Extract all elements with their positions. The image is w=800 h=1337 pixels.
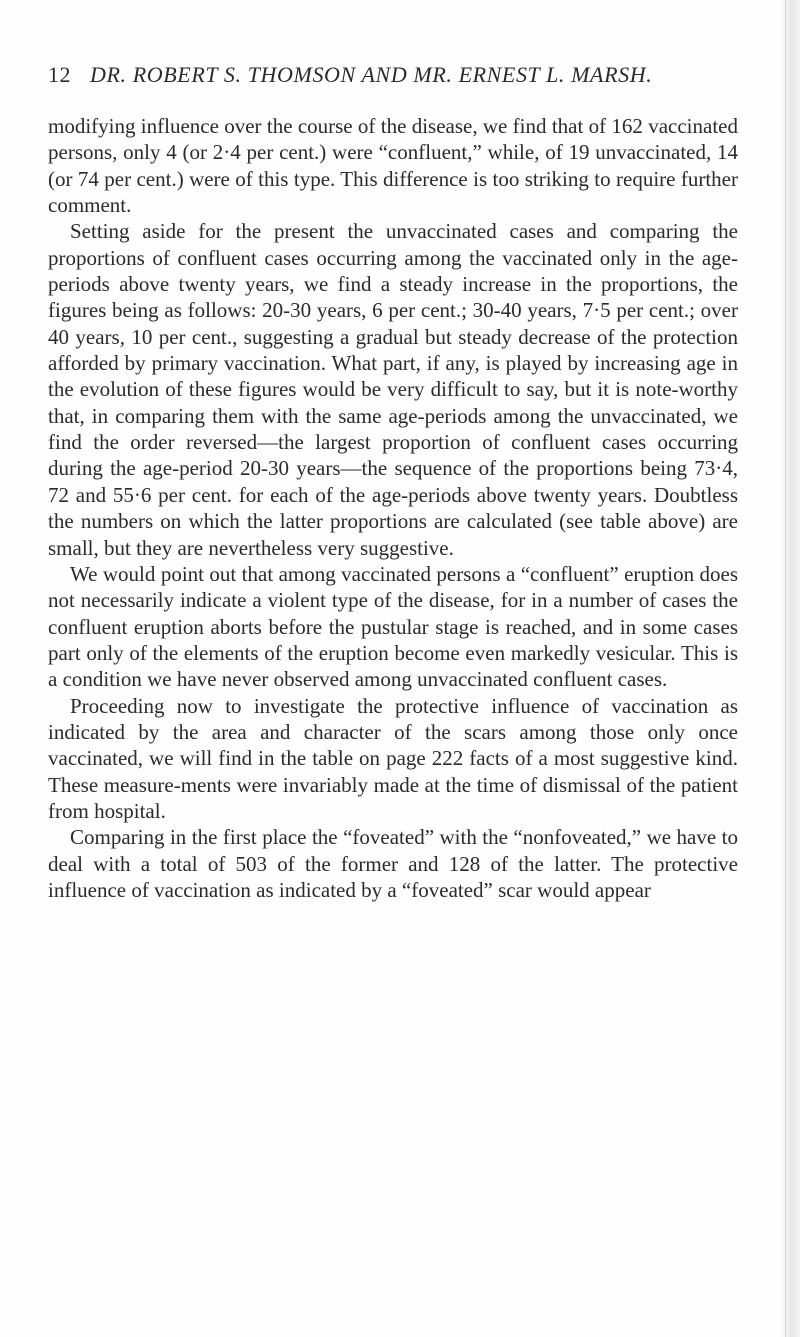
running-title: DR. ROBERT S. THOMSON AND MR. ERNEST L. MARSH. [90, 62, 653, 87]
paragraph: Setting aside for the present the unvaccinated cases and comparing the proportions of confluent cases occurring among the vaccinated only in the age-periods above twenty years, we find a steady increase in the proportions, the figures being as follows: 20-30 years, 6 per cent.; 30-40 years, 7·5 per cent.; over 40 years, 10 per cent., suggesting a gradual but steady decrease of the protection afforded by primary vaccination. What part, if any, is played by increasing age in the evolution of these figures would be very difficult to say, but it is note-worthy that, in comparing them with the same age-periods among the unvaccinated, we find the order reversed—the largest proportion of confluent cases occurring during the age-period 20-30 years—the sequence of the proportions being 73·4, 72 and 55·6 per cent. for each of the age-periods above twenty years. Doubtless the numbers on which the latter proportions are calculated (see table above) are small, but they are nevertheless very suggestive. [48, 219, 738, 560]
paragraph: We would point out that among vaccinated persons a “confluent” eruption does not necessarily indicate a violent type of the disease, for in a number of cases the confluent eruption aborts before the pustular stage is reached, and in some cases part only of the elements of the eruption become even markedly vesicular. This is a condition we have never observed among unvaccinated confluent cases. [48, 561, 738, 692]
paragraph: modifying influence over the course of the disease, we find that of 162 vaccinated persons, only 4 (or 2·4 per cent.) were “confluent,” while, of 19 unvaccinated, 14 (or 74 per cent.) were of this type. This difference is too striking to require further comment. [48, 114, 738, 218]
body-text [48, 113, 738, 903]
page-header [48, 62, 738, 92]
page-number: 12 [48, 62, 71, 87]
paragraph: Proceeding now to investigate the protective influence of vaccination as indicated by the area and character of the scars among those only once vaccinated, we will find in the table on page 222 facts of a most suggestive kind. These measure-ments were invariably made at the time of dismissal of the patient from hospital. [48, 693, 738, 823]
scan-edge [778, 0, 800, 1337]
scan-edge-line [785, 0, 786, 1337]
paragraph: Comparing in the first place the “foveated” with the “nonfoveated,” we have to deal with a total of 503 of the former and 128 of the latter. The protective influence of vaccination as indicated by a “foveated” scar would appear [48, 825, 738, 902]
